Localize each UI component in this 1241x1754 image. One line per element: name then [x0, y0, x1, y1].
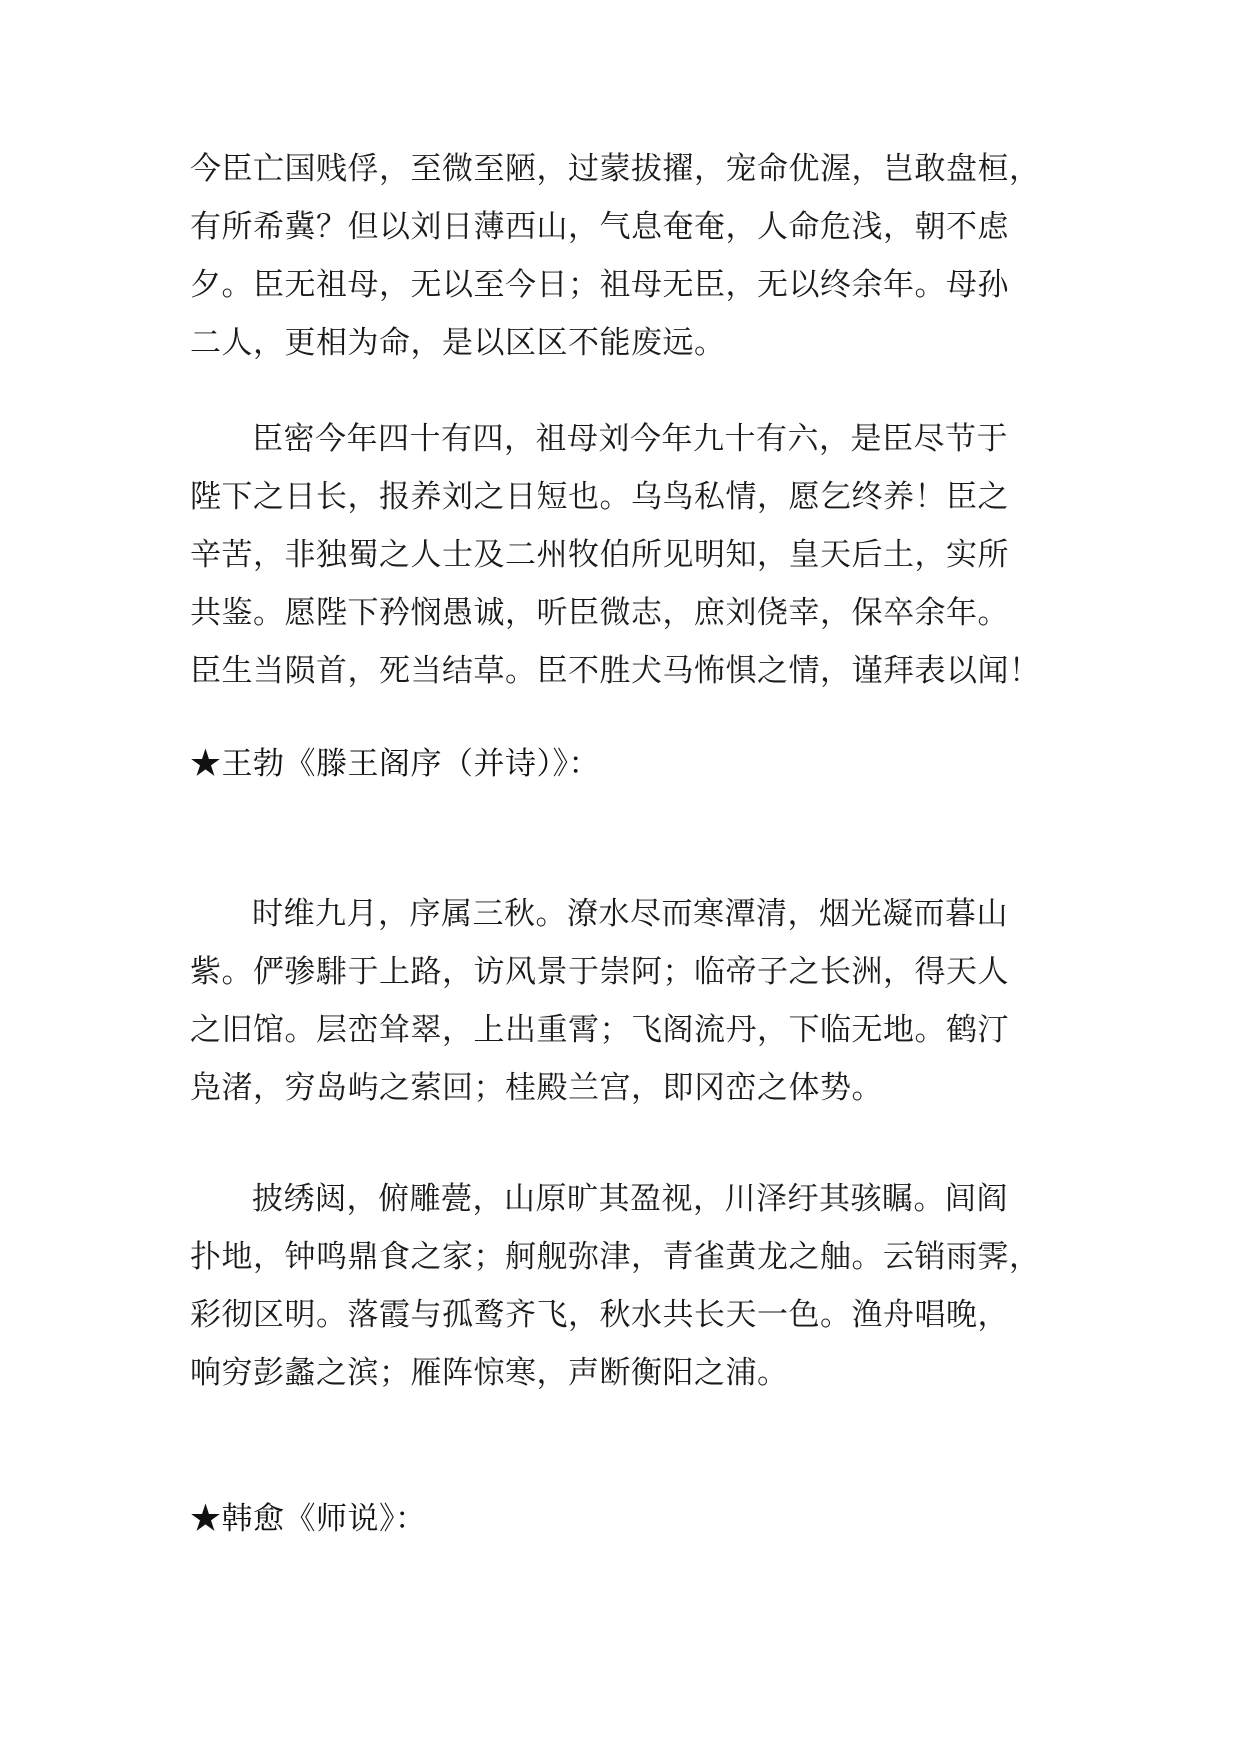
text-line: 时维九月，序属三秋。潦水尽而寒潭清，烟光凝而暮山: [252, 896, 1008, 932]
section-heading-tengwangge: ★王勃《滕王阁序（并诗）》：: [190, 746, 600, 782]
text-line: 之旧馆。层峦耸翠，上出重霄；飞阁流丹，下临无地。鹤汀: [190, 1012, 1009, 1048]
text-line: 彩彻区明。落霞与孤鹜齐飞，秋水共长天一色。渔舟唱晚，: [190, 1297, 1009, 1333]
paragraph-chen-qing-biao-2: [190, 410, 1070, 700]
text-line: 有所希冀？但以刘日薄西山，气息奄奄，人命危浅，朝不虑: [190, 209, 1009, 245]
text-line: 响穷彭蠡之滨；雁阵惊寒，声断衡阳之浦。: [190, 1355, 789, 1391]
section-heading-shishuo: ★韩愈《师说》：: [190, 1501, 427, 1537]
text-line: 今臣亡国贱俘，至微至陋，过蒙拔擢，宠命优渥，岂敢盘桓，: [190, 151, 1041, 187]
text-line: 二人，更相为命，是以区区不能废远。: [190, 325, 726, 361]
text-line: 紫。俨骖騑于上路，访风景于崇阿；临帝子之长洲，得天人: [190, 954, 1009, 990]
text-line: 共鉴。愿陛下矜悯愚诚，听臣微志，庶刘侥幸，保卒余年。: [190, 595, 1009, 631]
text-line: 陛下之日长，报养刘之日短也。乌鸟私情，愿乞终养！臣之: [190, 479, 1009, 515]
text-line: 披绣闼，俯雕甍，山原旷其盈视，川泽纡其骇瞩。闾阎: [252, 1181, 1008, 1217]
text-line: 扑地，钟鸣鼎食之家；舸舰弥津，青雀黄龙之舳。云销雨霁，: [190, 1239, 1041, 1275]
text-line: 辛苦，非独蜀之人士及二州牧伯所见明知，皇天后土，实所: [190, 537, 1009, 573]
text-line: 臣生当陨首，死当结草。臣不胜犬马怖惧之情，谨拜表以闻！: [190, 653, 1041, 689]
text-line: 凫渚，穷岛屿之萦回；桂殿兰宫，即冈峦之体势。: [190, 1070, 883, 1106]
text-line: 夕。臣无祖母，无以至今日；祖母无臣，无以终余年。母孙: [190, 267, 1009, 303]
text-line: 臣密今年四十有四，祖母刘今年九十有六，是臣尽节于: [252, 421, 1008, 457]
paragraph-chen-qing-biao-1: [190, 140, 1070, 372]
paragraph-tengwangge-2: [190, 1170, 1070, 1402]
paragraph-tengwangge-1: [190, 885, 1070, 1117]
